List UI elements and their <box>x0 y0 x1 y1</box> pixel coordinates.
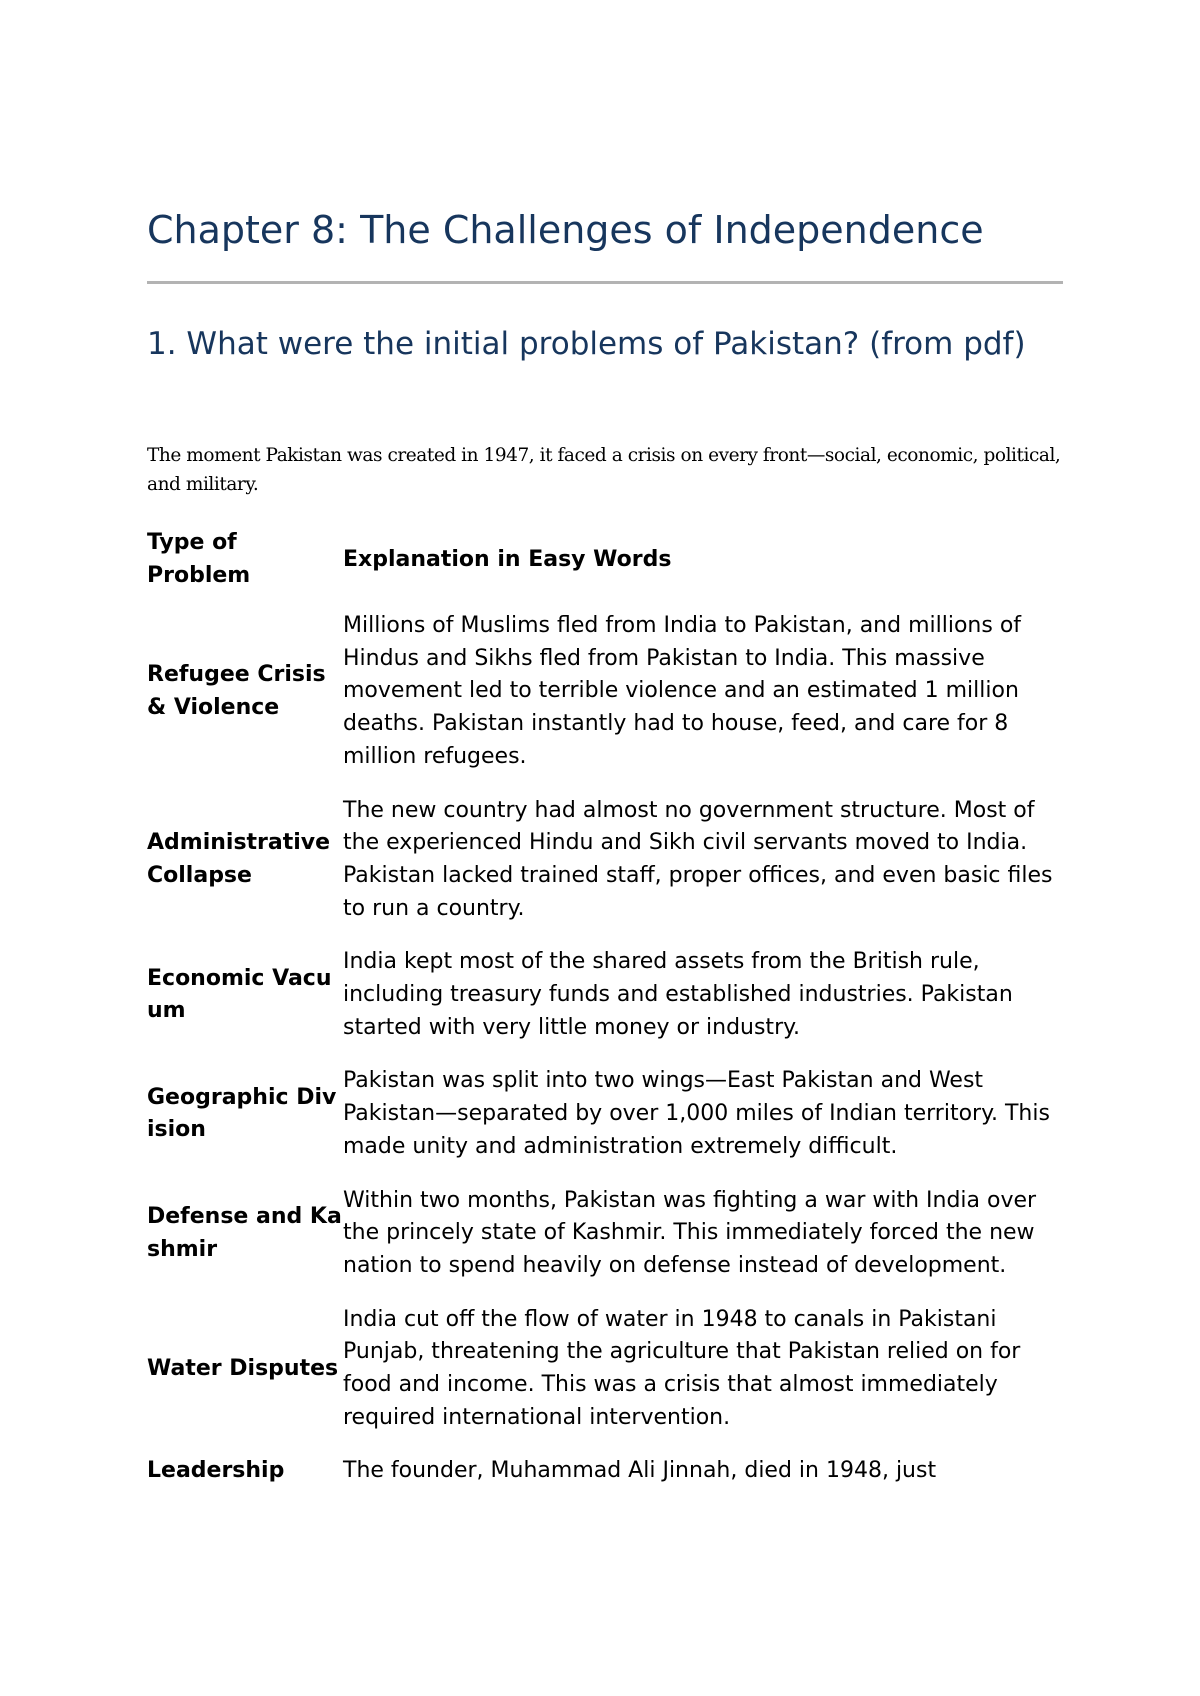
problem-type-cell: Refugee Crisis & Violence <box>147 662 326 720</box>
problem-explanation-cell: Millions of Muslims fled from India to Pakistan, and millions of Hindus and Sikhs fled from Pakistan to India. This massive movement led to terrible violence and an estimated 1 million deaths. Pakistan instantly had to house, feed, and care for 8 million refugees. <box>343 613 1022 769</box>
problem-explanation-cell: The new country had almost no government structure. Most of the experienced Hindu and Sikh civil servants moved to India. Pakistan lacked trained staff, proper offices, and even basic files to run a country. <box>343 797 1053 921</box>
problem-type-cell: Economic Vacuum <box>147 965 332 1024</box>
problem-type-cell: Administrative Collapse <box>147 830 331 888</box>
intro-paragraph: The moment Pakistan was created in 1947, it faced a crisis on every front—social, economic, political, and military. <box>147 445 1061 495</box>
header-explanation: Explanation in Easy Words <box>343 546 672 572</box>
problem-type-cell: Geographic Division <box>147 1084 337 1143</box>
table-row <box>147 1294 1063 1446</box>
table-row <box>147 936 1063 1055</box>
chapter-title: Chapter 8: The Challenges of Independence <box>147 208 984 252</box>
table-row <box>147 600 1063 785</box>
table-row <box>147 1055 1063 1174</box>
question-heading: 1. What were the initial problems of Pakistan? (from pdf) <box>147 326 1026 362</box>
problem-explanation-cell: India cut off the flow of water in 1948 to canals in Pakistani Punjab, threatening the agriculture that Pakistan relied on for food and income. This was a crisis that almost immediately required international intervention. <box>343 1306 1021 1430</box>
table-row <box>147 1445 1063 1499</box>
table-row <box>147 785 1063 937</box>
problem-explanation-cell: Within two months, Pakistan was fighting a war with India over the princely state of Kashmir. This immediately forced the new nation to spend heavily on defense instead of development. <box>343 1187 1037 1278</box>
table-header-row <box>147 520 1063 600</box>
title-divider <box>147 281 1063 284</box>
problem-type-cell: Leadership <box>147 1458 285 1484</box>
problems-table <box>147 520 1063 1499</box>
problem-explanation-cell: Pakistan was split into two wings—East Pakistan and West Pakistan—separated by over 1,000 miles of Indian territory. This made unity and administration extremely difficult. <box>343 1068 1050 1159</box>
table-row <box>147 1175 1063 1294</box>
problem-type-cell: Water Disputes <box>147 1355 339 1381</box>
problem-explanation-cell: The founder, Muhammad Ali Jinnah, died in 1948, just <box>343 1458 937 1484</box>
problem-explanation-cell: India kept most of the shared assets from the British rule, including treasury funds and established industries. Pakistan started with very little money or industry. <box>343 949 1013 1040</box>
problem-type-cell: Defense and Kashmir <box>147 1203 342 1262</box>
header-type-of-problem: Type of Problem <box>147 530 251 588</box>
